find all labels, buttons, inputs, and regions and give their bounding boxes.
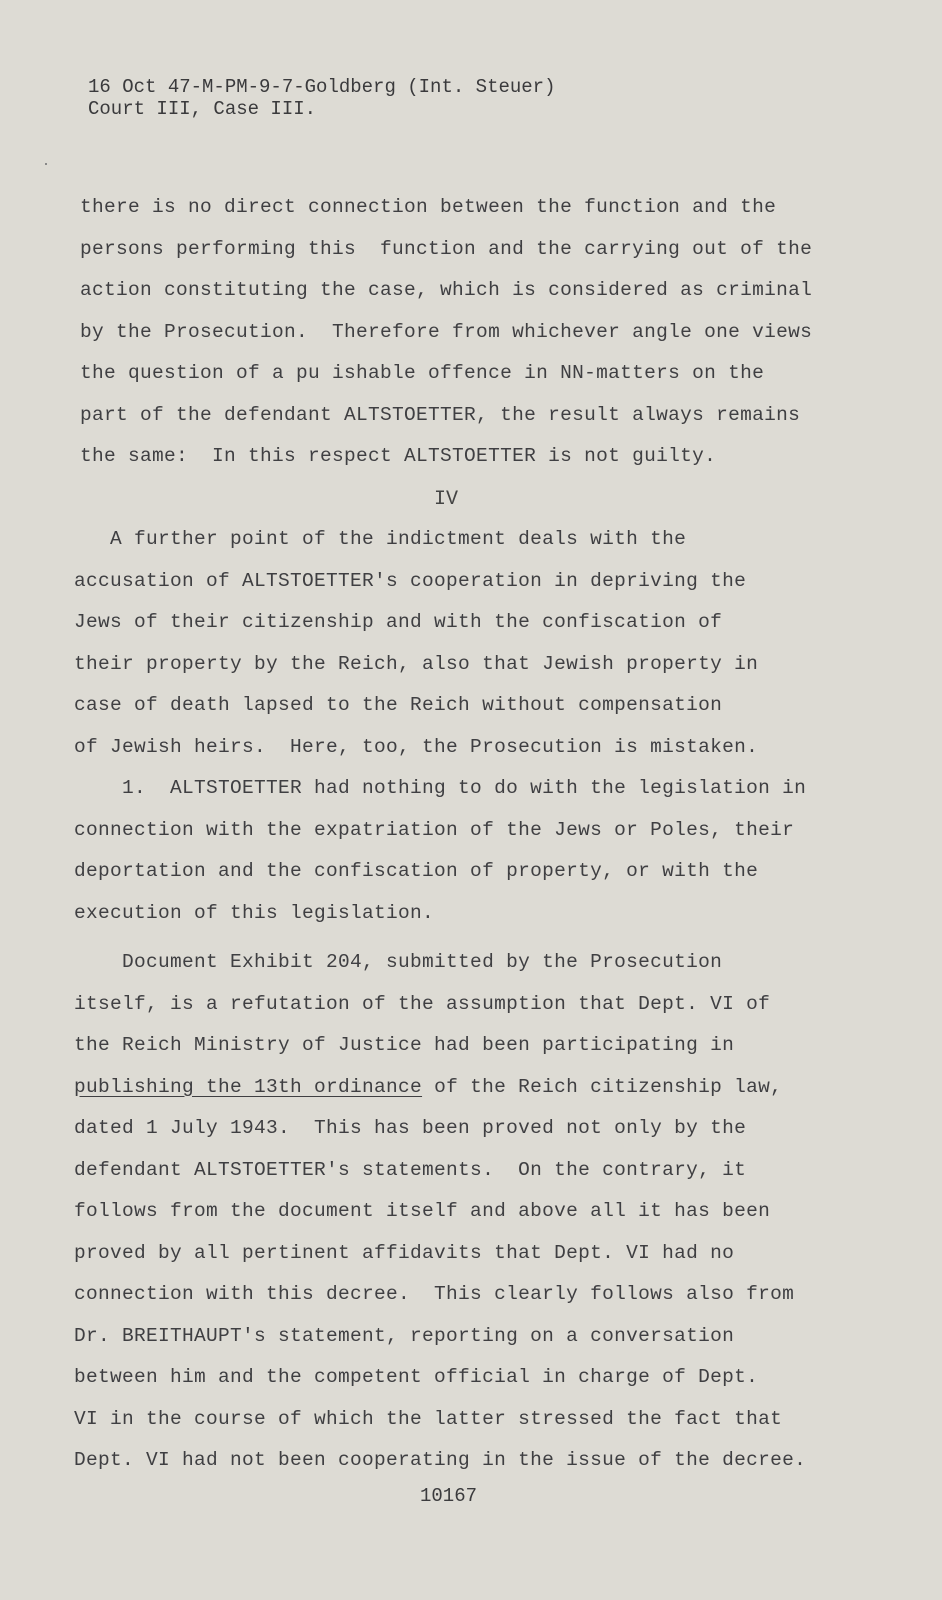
text-line: connection with the expatriation of the Jews or Poles, their — [74, 818, 795, 841]
margin-mark — [45, 163, 47, 165]
text-line: by the Prosecution. Therefore from whichever angle one views — [80, 320, 813, 343]
page-header — [88, 76, 555, 120]
text-line: there is no direct connection between the function and the — [80, 196, 777, 218]
text-line: VI in the course of which the latter stressed the fact that — [74, 1407, 783, 1430]
header-line-2: Court III, Case III. — [88, 98, 317, 120]
section-number: IV — [434, 488, 459, 511]
text-line: connection with this decree. This clearly follows also from — [74, 1283, 795, 1305]
text-line: the Reich Ministry of Justice had been participating in — [74, 1034, 735, 1056]
underlined-phrase: publishing the 13th ordinance — [74, 1075, 423, 1098]
text-line: Dr. BREITHAUPT's statement, reporting on a conversation — [74, 1324, 735, 1347]
text-line: of Jewish heirs. Here, too, the Prosecution is mistaken. — [74, 735, 759, 758]
text-line: A further point of the indictment deals with the — [74, 528, 687, 550]
header-line-1: 16 Oct 47-M-PM-9-7-Goldberg (Int. Steuer) — [88, 76, 556, 98]
text-line: accusation of ALTSTOETTER's cooperation in depriving the — [74, 569, 747, 592]
line-remainder: of the Reich citizenship law, — [422, 1075, 783, 1098]
text-line: deportation and the confiscation of property, or with the — [74, 860, 759, 882]
text-line: follows from the document itself and above all it has been — [74, 1200, 771, 1222]
text-line: Dept. VI had not been cooperating in the issue of the decree. — [74, 1449, 807, 1471]
text-line: between him and the competent official in charge of Dept. — [74, 1366, 759, 1388]
text-line-underlined — [74, 1076, 782, 1098]
text-line: proved by all pertinent affidavits that Dept. VI had no — [74, 1241, 735, 1264]
text-line: the question of a pu ishable offence in NN-matters on the — [80, 362, 765, 384]
text-line: defendant ALTSTOETTER's statements. On the contrary, it — [74, 1158, 747, 1181]
text-line: Document Exhibit 204, submitted by the Prosecution — [74, 951, 723, 973]
text-line: the same: In this respect ALTSTOETTER is not guilty. — [80, 445, 717, 467]
text-line: 1. ALTSTOETTER had nothing to do with the legislation in — [74, 777, 807, 799]
text-line: itself, is a refutation of the assumption that Dept. VI of — [74, 992, 771, 1015]
text-line: action constituting the case, which is considered as criminal — [80, 279, 813, 301]
text-line: part of the defendant ALTSTOETTER, the result always remains — [80, 403, 801, 426]
text-line: Jews of their citizenship and with the confiscation of — [74, 611, 723, 633]
text-line: execution of this legislation. — [74, 901, 435, 924]
text-line: persons performing this function and the carrying out of the — [80, 237, 813, 260]
text-line: their property by the Reich, also that Jewish property in — [74, 652, 759, 675]
text-line: dated 1 July 1943. This has been proved not only by the — [74, 1117, 747, 1139]
text-line: case of death lapsed to the Reich without compensation — [74, 694, 723, 716]
page-number: 10167 — [420, 1485, 478, 1507]
